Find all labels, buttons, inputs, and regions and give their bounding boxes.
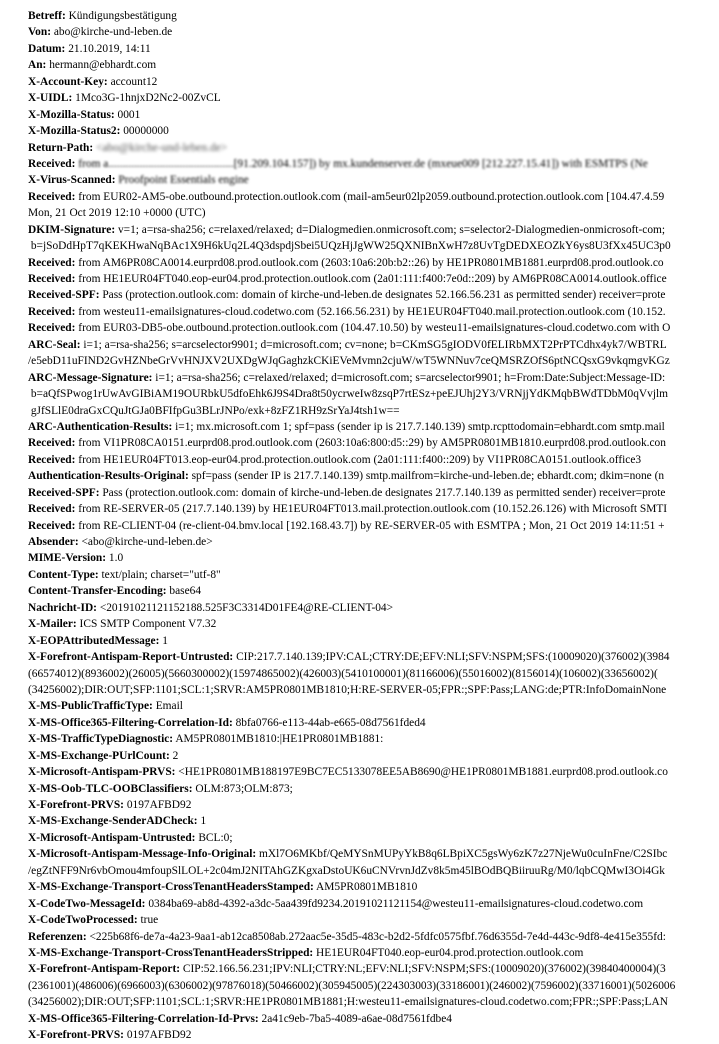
header-field-value: 00000000 — [120, 125, 169, 138]
header-field-value: (34256002);DIR:OUT;SFP:1101;SCL:1;SRVR:HE1PR0801MB1881;H:westeu11-emailsignatures-cloud.codetwo.com;FPR:;SPF:Pass;LAN — [28, 996, 668, 1009]
header-field-name: X-Forefront-PRVS: — [28, 799, 124, 811]
header-line — [28, 534, 691, 550]
header-field-name: X-EOPAttributedMessage: — [28, 634, 160, 647]
header-field-name: X-MS-Oob-TLC-OOBClassifiers: — [28, 782, 193, 795]
header-field-value: 1Mco3G-1hnjxD2Nc2-00ZvCL — [72, 92, 221, 105]
header-field-value: from RE-SERVER-05 (217.7.140.139) by HE1EUR04FT013.mail.protection.outlook.com (10.152.26.126) with Microsoft SMTI — [75, 503, 668, 516]
header-continuation-line — [28, 994, 691, 1010]
header-field-name: X-Forefront-Antispam-Report-Untrusted: — [28, 651, 234, 664]
header-field-value: 0384ba69-ab8d-4392-a3dc-5aa439fd9234.20191021121154@westeu11-emailsignatures-cloud.codetwo.com — [145, 897, 644, 910]
header-field-value: from VI1PR08CA0151.eurprd08.prod.outlook.com (2603:10a6:800:d5::29) by AM5PR0801MB1810.eurprd08.prod.outlook.con — [75, 437, 666, 450]
header-field-value: /egZtNFF9Nr6vbOmou4mfoupSlLOL+2c04mJ2NITAhGZKgxaDstoUK6uCNVrvnJdZv8k5m45lBOdBQBiiruuRg/M0/lqbCQMwI3Oi4Gk — [28, 864, 666, 877]
header-line — [28, 468, 691, 484]
header-line — [28, 764, 691, 780]
header-line — [28, 567, 691, 583]
header-field-name: Received-SPF: — [28, 289, 100, 302]
header-field-value: i=1; mx.microsoft.com 1; spf=pass (sender ip is 217.7.140.139) smtp.rcpttodomain=ebhardt.com smtp.mail — [172, 420, 665, 433]
header-field-name: X-MS-TrafficTypeDiagnostic: — [28, 733, 174, 746]
header-field-value: <20191021121152188.525F3C3314D01FE4@RE-CLIENT-04> — [96, 601, 394, 614]
header-line — [28, 550, 691, 566]
header-field-name: X-Microsoft-Antispam-Message-Info-Original: — [28, 848, 257, 861]
header-field-name: X-Mailer: — [28, 618, 77, 631]
header-field-value: 0197AFBD92 — [123, 799, 192, 811]
header-field-name: X-MS-Exchange-PUrlCount: — [28, 749, 170, 762]
header-field-value: abo@kirche-und-leben.de — [51, 26, 173, 39]
header-field-value: (34256002);DIR:OUT;SFP:1101;SCL:1;SRVR:AM5PR0801MB1810;H:RE-SERVER-05;FPR:;SPF:Pass;LANG:de;PTR:InfoDomainNone — [28, 683, 667, 696]
header-field-value: spf=pass (sender IP is 217.7.140.139) smtp.mailfrom=kirche-und-leben.de; ebhardt.com; dkim=none (n — [188, 470, 665, 483]
header-field-name: An: — [28, 59, 47, 72]
header-field-value: from a............................................[91.209.104.157]) by mx.kundenserver.de (mxeue009 [212.227.15.41]) with ESMTPS (Ne — [75, 157, 648, 170]
header-line — [28, 304, 691, 320]
header-line — [28, 797, 691, 813]
header-field-name: Received: — [28, 519, 76, 532]
header-field-name: X-Forefront-Antispam-Report: — [28, 963, 181, 976]
header-field-value: <225b68f6-de7a-4a23-9aa1-ab12ca8508ab.272aac5e-35d5-483c-b2d2-5fdfc0575fbf.76d6355d-7e4d-443c-9df8-4e415e355fd: — [86, 930, 666, 943]
header-line — [28, 222, 691, 238]
header-field-value: Proofpoint Essentials engine — [115, 174, 249, 187]
header-field-value: ICS SMTP Component V7.32 — [76, 618, 217, 631]
header-field-value: AM5PR0801MB1810:|HE1PR0801MB1881: — [173, 733, 384, 746]
header-field-name: X-MS-Office365-Filtering-Correlation-Id: — [28, 716, 233, 729]
header-field-name: Received: — [28, 503, 76, 516]
header-line — [28, 287, 691, 303]
header-field-name: ARC-Authentication-Results: — [28, 420, 173, 433]
header-line — [28, 90, 691, 106]
header-field-value: 0001 — [114, 108, 141, 121]
header-line — [28, 370, 691, 386]
header-field-value: Mon, 21 Oct 2019 12:10 +0000 (UTC) — [28, 207, 206, 220]
header-field-name: Authentication-Results-Original: — [28, 470, 189, 483]
header-line — [28, 255, 691, 271]
header-field-name: Received: — [28, 305, 76, 318]
header-field-value: i=1; a=rsa-sha256; c=relaxed/relaxed; d=microsoft.com; s=arcselector9901; h=From:Date:Subject:Message-ID: — [152, 371, 666, 384]
header-field-name: Received: — [28, 322, 76, 335]
header-field-name: Datum: — [28, 42, 66, 55]
header-field-value: gJfSLlE0draGxCQuJtGJa0BFIfpGu3BLrJNPo/exk+8zFZ1RH9zSrYaJ4tsh1w== — [28, 404, 400, 417]
header-line — [28, 649, 691, 665]
header-field-name: X-MS-Exchange-Transport-CrossTenantHeadersStamped: — [28, 881, 314, 894]
header-line — [28, 879, 691, 895]
header-line — [28, 616, 691, 632]
header-field-name: X-MS-Office365-Filtering-Correlation-Id-Prvs: — [28, 1012, 259, 1025]
header-field-value: from HE1EUR04FT040.eop-eur04.prod.protection.outlook.com (2a01:111:f400:7e0d::209) by AM6PR08CA0014.outlook.office — [75, 273, 667, 285]
header-field-value: <abo@kirche-und-leben.de> — [93, 141, 228, 154]
header-field-name: Received: — [28, 157, 76, 170]
header-field-value: from RE-CLIENT-04 (re-client-04.bmv.local [192.168.43.7]) by RE-SERVER-05 with ESMTPA ; Mon, 21 Oct 2019 14:11:51 + — [75, 519, 665, 532]
header-field-name: Received: — [28, 190, 76, 203]
header-field-value: HE1EUR04FT040.eop-eur04.prod.protection.outlook.com — [313, 946, 584, 959]
header-line — [28, 501, 691, 517]
header-continuation-line — [28, 205, 691, 221]
header-field-name: MIME-Version: — [28, 552, 107, 565]
header-line — [28, 320, 691, 336]
header-line — [28, 74, 691, 90]
header-line — [28, 140, 691, 156]
header-line — [28, 945, 691, 961]
header-continuation-line — [28, 353, 691, 369]
header-field-name: X-CodeTwo-MessageId: — [28, 897, 146, 910]
header-field-value: Kündigungsbestätigung — [65, 10, 177, 22]
header-field-name: Received: — [28, 273, 76, 285]
header-field-value: from HE1EUR04FT013.eop-eur04.prod.protection.outlook.com (2a01:111:f400::209) by VI1PR08CA0151.outlook.office3 — [75, 453, 642, 466]
header-field-name: X-MS-Exchange-SenderADCheck: — [28, 815, 198, 828]
header-field-value: 0197AFBD92 — [123, 1029, 192, 1042]
header-continuation-line — [28, 238, 691, 254]
header-line — [28, 1027, 691, 1043]
header-line — [28, 435, 691, 451]
header-field-value: 1 — [197, 815, 207, 828]
header-field-name: X-UIDL: — [28, 92, 73, 105]
header-field-name: DKIM-Signature: — [28, 223, 116, 236]
header-field-name: Received: — [28, 453, 76, 466]
header-field-name: Received-SPF: — [28, 486, 100, 499]
header-field-value: OLM:873;OLM:873; — [192, 782, 293, 795]
header-field-value: from westeu11-emailsignatures-cloud.codetwo.com (52.166.56.231) by HE1EUR04FT040.mail.protection.outlook.com (10.152. — [75, 305, 666, 318]
header-line — [28, 107, 691, 123]
header-field-value: CIP:217.7.140.139;IPV:CAL;CTRY:DE;EFV:NLI;SFV:NSPM;SFS:(10009020)(376002)(3984 — [233, 651, 670, 664]
header-line — [28, 583, 691, 599]
header-line — [28, 715, 691, 731]
header-field-name: Received: — [28, 256, 76, 269]
header-field-name: Content-Type: — [28, 568, 99, 581]
header-field-value: from EUR03-DB5-obe.outbound.protection.outlook.com (104.47.10.50) by westeu11-emailsignatures-cloud.codetwo.com with O — [75, 322, 671, 335]
header-field-value: 21.10.2019, 14:11 — [65, 42, 151, 55]
header-field-name: Absender: — [28, 536, 79, 548]
header-line — [28, 518, 691, 534]
header-field-name: ARC-Seal: — [28, 338, 81, 351]
header-field-name: X-Virus-Scanned: — [28, 174, 116, 187]
header-field-name: X-Microsoft-Antispam-Untrusted: — [28, 831, 196, 844]
header-field-value: <HE1PR0801MB188197E9BC7EC5133078EE5AB8690@HE1PR0801MB1881.eurprd08.prod.outlook.co — [175, 766, 668, 779]
header-field-value: Email — [152, 700, 183, 713]
header-field-name: Content-Transfer-Encoding: — [28, 585, 167, 598]
header-field-name: Von: — [28, 26, 52, 39]
header-field-name: Return-Path: — [28, 141, 94, 154]
header-field-name: X-Account-Key: — [28, 75, 108, 88]
header-line — [28, 123, 691, 139]
header-field-value: i=1; a=rsa-sha256; s=arcselector9901; d=microsoft.com; cv=none; b=CKmSG5gIODV0fELIRbMXT2PrPTCdhx4yk7/WBTRL — [80, 338, 667, 351]
header-field-value: 1.0 — [106, 552, 124, 565]
header-field-name: X-MS-Exchange-Transport-CrossTenantHeadersStripped: — [28, 946, 314, 959]
header-line — [28, 189, 691, 205]
header-field-value: 2 — [169, 749, 179, 762]
header-field-name: Referenzen: — [28, 930, 87, 943]
header-field-value: mXl7O6MKbf/QeMYSnMUPyYkB8q6LBpiXC5gsWy6zK7z27NjeWu0cuInFne/C2SIbc — [256, 848, 668, 861]
header-field-value: v=1; a=rsa-sha256; c=relaxed/relaxed; d=Dialogmedien.onmicrosoft.com; s=selector2-Dialogmedien-onmicrosoft-com; — [115, 223, 666, 236]
header-line — [28, 24, 691, 40]
header-field-value: 1 — [159, 634, 168, 647]
header-continuation-line — [28, 386, 691, 402]
header-line — [28, 813, 691, 829]
header-field-name: Nachricht-ID: — [28, 601, 97, 614]
header-field-value: true — [137, 914, 159, 927]
header-line — [28, 41, 691, 57]
header-line — [28, 57, 691, 73]
header-field-value: account12 — [107, 75, 158, 88]
header-line — [28, 633, 691, 649]
header-continuation-line — [28, 403, 691, 419]
header-field-value: text/plain; charset="utf-8" — [98, 568, 221, 581]
header-line — [28, 929, 691, 945]
header-line — [28, 271, 691, 287]
header-field-value: (2361001)(486006)(6966003)(6306002)(97876018)(50466002)(305945005)(224303003)(33186001)(246002)(7596002)(33716001)(5026006 — [28, 979, 676, 992]
header-line — [28, 830, 691, 846]
header-continuation-line — [28, 978, 691, 994]
header-field-value: CIP:52.166.56.231;IPV:NLI;CTRY:NL;EFV:NLI;SFV:NSPM;SFS:(10009020)(376002)(39840400004)(3 — [180, 963, 666, 976]
header-line — [28, 600, 691, 616]
header-field-name: X-Microsoft-Antispam-PRVS: — [28, 766, 176, 779]
header-line — [28, 452, 691, 468]
header-line — [28, 419, 691, 435]
header-continuation-line — [28, 863, 691, 879]
header-field-value: /e5ebD11uFIND2GvHZNbeGrVvHNJXV2UXDgWJqGaghzkCKiEVeMvmn2cjuW/wT5WNNuv7ceQMSRZOfS6ptNCQsxG9vkqmgvKGz — [28, 355, 670, 368]
header-field-value: 8bfa0766-e113-44ab-e665-08d7561fded4 — [232, 716, 426, 729]
header-line — [28, 485, 691, 501]
header-field-name: X-CodeTwoProcessed: — [28, 914, 138, 927]
header-continuation-line — [28, 666, 691, 682]
header-line — [28, 698, 691, 714]
header-field-value: 2a41c9eb-7ba5-4089-a6ae-08d7561fdbe4 — [258, 1012, 452, 1025]
header-line — [28, 8, 691, 24]
header-line — [28, 748, 691, 764]
header-field-value: Pass (protection.outlook.com: domain of kirche-und-leben.de designates 217.7.140.139 as permitted sender) receiver=prote — [99, 486, 666, 499]
header-field-value: hermann@ebhardt.com — [46, 59, 157, 72]
header-field-value: (66574012)(8936002)(26005)(5660300002)(15974865002)(426003)(5410100001)(81166006)(55016002)(8156014)(106002)(33656002)( — [28, 667, 658, 680]
header-field-value: base64 — [166, 585, 202, 598]
header-line — [28, 896, 691, 912]
header-field-name: ARC-Message-Signature: — [28, 371, 153, 384]
header-field-name: Received: — [28, 437, 76, 450]
header-line — [28, 156, 691, 172]
header-line — [28, 781, 691, 797]
header-field-value: <abo@kirche-und-leben.de> — [78, 536, 213, 548]
header-continuation-line — [28, 682, 691, 698]
header-line — [28, 337, 691, 353]
header-field-value: AM5PR0801MB1810 — [313, 881, 418, 894]
header-field-name: X-Mozilla-Status2: — [28, 125, 121, 138]
header-field-value: b=jSoDdHpT7qKEKHwaNqBAc1X9H6kUq2L4Q3dspdjSbei5UQzHjJgWW25QXNIBnXwH7z8UvTgDEDXEOZkY6ys8U3fXx45UC3p0 — [28, 240, 671, 253]
header-line — [28, 912, 691, 928]
header-field-name: X-Forefront-PRVS: — [28, 1029, 124, 1042]
header-field-value: from AM6PR08CA0014.eurprd08.prod.outlook.com (2603:10a6:20b:b2::26) by HE1PR0801MB1881.eurprd08.prod.outlook.co — [75, 256, 664, 269]
header-line — [28, 172, 691, 188]
header-field-value: BCL:0; — [195, 831, 233, 844]
header-line — [28, 731, 691, 747]
header-field-value: Pass (protection.outlook.com: domain of kirche-und-leben.de designates 52.166.56.231 as permitted sender) receiver=prote — [99, 289, 666, 302]
header-field-name: X-MS-PublicTrafficType: — [28, 700, 153, 713]
header-field-name: Betreff: — [28, 10, 66, 22]
header-line — [28, 846, 691, 862]
header-field-value: b=aQfSPwog1rUwAvGIBiAM19OURbkU5dfoEhk6J9S4Dra8t50ycrweIw8zsqP7rtESz+peEJUhj2Y3/VRNjjYdKMqbBWdTDbM0qVvjlm — [28, 388, 669, 401]
header-field-name: X-Mozilla-Status: — [28, 108, 115, 121]
header-line — [28, 961, 691, 977]
header-field-value: from EUR02-AM5-obe.outbound.protection.outlook.com (mail-am5eur02lp2059.outbound.protection.outlook.com [104.47.4.59 — [75, 190, 665, 203]
header-line — [28, 1011, 691, 1027]
